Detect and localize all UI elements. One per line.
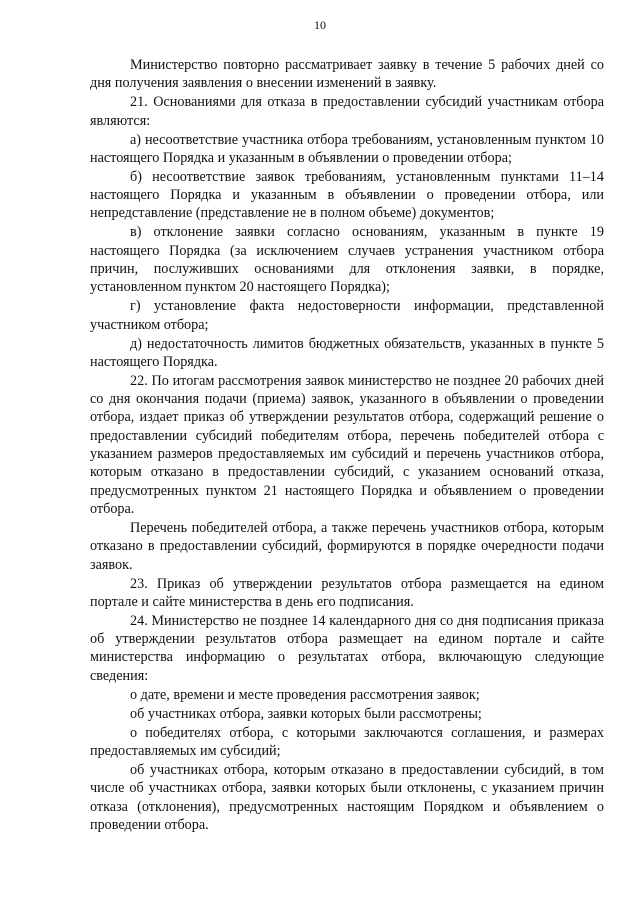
paragraph-resubmission: Министерство повторно рассматривает заявку в течение 5 рабочих дней со дня получения заявления о внесении изменений в заявку. (90, 57, 604, 92)
paragraph-21-b: б) несоответствие заявок требованиям, установленным пунктами 11–14 настоящего Порядка и указанным в объявлении о проведении отбора, или непредставление (представление не в полном объеме) документов; (90, 168, 604, 222)
paragraph-24-item-date: о дате, времени и месте проведения рассмотрения заявок; (130, 686, 480, 703)
paragraph-22: 22. По итогам рассмотрения заявок министерство не позднее 20 рабочих дней со дня окончания подачи (приема) заявок, указанного в объявлении о проведении отбора, издает приказ об утверждении результатов отбора, содержащий решение о предоставлении субсидий победителям отбора, перечень победителей отбора с указанием размеров предоставляемых им субсидий и перечень участников отбора, которым отказано в предоставлении субсидий, с указанием оснований отказа, предусмотренных пунктом 21 настоящего Порядка и объявлением о проведении отбора. (90, 372, 604, 517)
paragraph-24-item-reviewed: об участниках отбора, заявки которых были рассмотрены; (130, 705, 482, 722)
paragraph-24: 24. Министерство не позднее 14 календарного дня со дня подписания приказа об утверждении результатов отбора размещает на едином портале и сайте министерства информацию о результатах отбора, включающую следующие сведения: (90, 612, 604, 684)
paragraph-21-v: в) отклонение заявки согласно основаниям, указанным в пункте 19 настоящего Порядка (за исключением случаев устранения участником отбора причин, послуживших основаниями для отклонения заявки, в порядке, установленном пунктом 20 настоящего Порядка); (90, 224, 604, 296)
paragraph-21-g: г) установление факта недостоверности информации, представленной участником отбора; (90, 298, 604, 333)
paragraph-23: 23. Приказ об утверждении результатов отбора размещается на едином портале и сайте министерства в день его подписания. (90, 575, 604, 610)
paragraph-24-item-winners: о победителях отбора, с которыми заключаются соглашения, и размерах предоставляемых им субсидий; (90, 724, 604, 759)
paragraph-22-order: Перечень победителей отбора, а также перечень участников отбора, которым отказано в предоставлении субсидий, формируются в порядке очередности подачи заявок. (90, 519, 604, 573)
paragraph-21-d: д) недостаточность лимитов бюджетных обязательств, указанных в пункте 5 настоящего Порядка. (90, 335, 604, 370)
page-number: 10 (314, 18, 326, 32)
paragraph-21-a: а) несоответствие участника отбора требованиям, установленным пунктом 10 настоящего Порядка и указанным в объявлении о проведении отбора; (90, 131, 604, 166)
paragraph-24-item-rejected: об участниках отбора, которым отказано в предоставлении субсидий, в том числе об участниках отбора, заявки которых были отклонены, с указанием причин отказа (отклонения), предусмотренных настоящим Порядком и объявлением о проведении отбора. (90, 761, 604, 833)
document-body (90, 56, 604, 835)
paragraph-21-intro: 21. Основаниями для отказа в предоставлении субсидий участникам отбора являются: (90, 94, 604, 129)
